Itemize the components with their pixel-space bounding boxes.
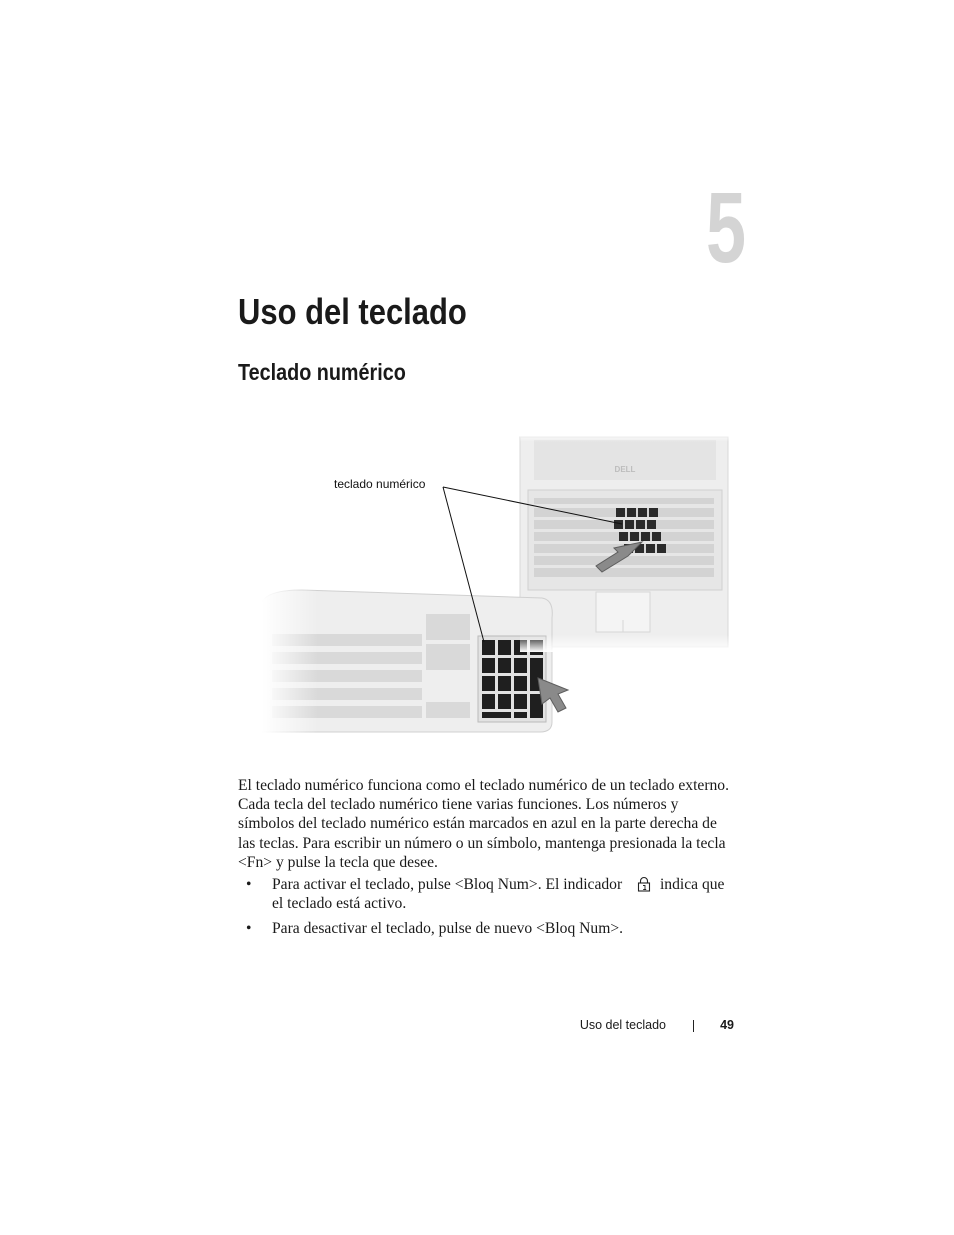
chapter-title: Uso del teclado [238, 291, 467, 332]
list-item [238, 919, 736, 938]
page-footer [560, 1016, 736, 1036]
section-title: Teclado numérico [238, 359, 406, 385]
bullet-mark: • [246, 876, 252, 893]
body-paragraph: El teclado numérico funciona como el teclado numérico de un teclado externo. Cada tecla del teclado numérico tiene varias funciones. Los números y símbolos del teclado numérico están marcados en azul en la parte derecha de las teclas. Para escribir un número o un símbolo, mantenga presionada la tecla <Fn> y pulse la tecla que desee. [238, 777, 730, 871]
list-item [238, 875, 736, 913]
chapter-number: 5 [705, 172, 746, 284]
list-item-text: Para desactivar el teclado, pulse de nuevo <Bloq Num>. [272, 920, 624, 938]
footer-separator [693, 1020, 694, 1032]
list-item-text: Para activar el teclado, pulse <Bloq Num>. El indicador [272, 876, 623, 893]
num-lock-icon [636, 876, 652, 892]
keyboard-illustration [262, 432, 732, 737]
page-number: 49 [720, 1018, 734, 1032]
list-item-text: indica que el teclado está activo. [272, 876, 725, 913]
callout-label: teclado numérico [334, 477, 426, 491]
bullet-list [238, 875, 736, 945]
keyboard-figure [262, 432, 732, 737]
footer-title: Uso del teclado [579, 1018, 666, 1032]
bullet-mark: • [246, 920, 252, 938]
